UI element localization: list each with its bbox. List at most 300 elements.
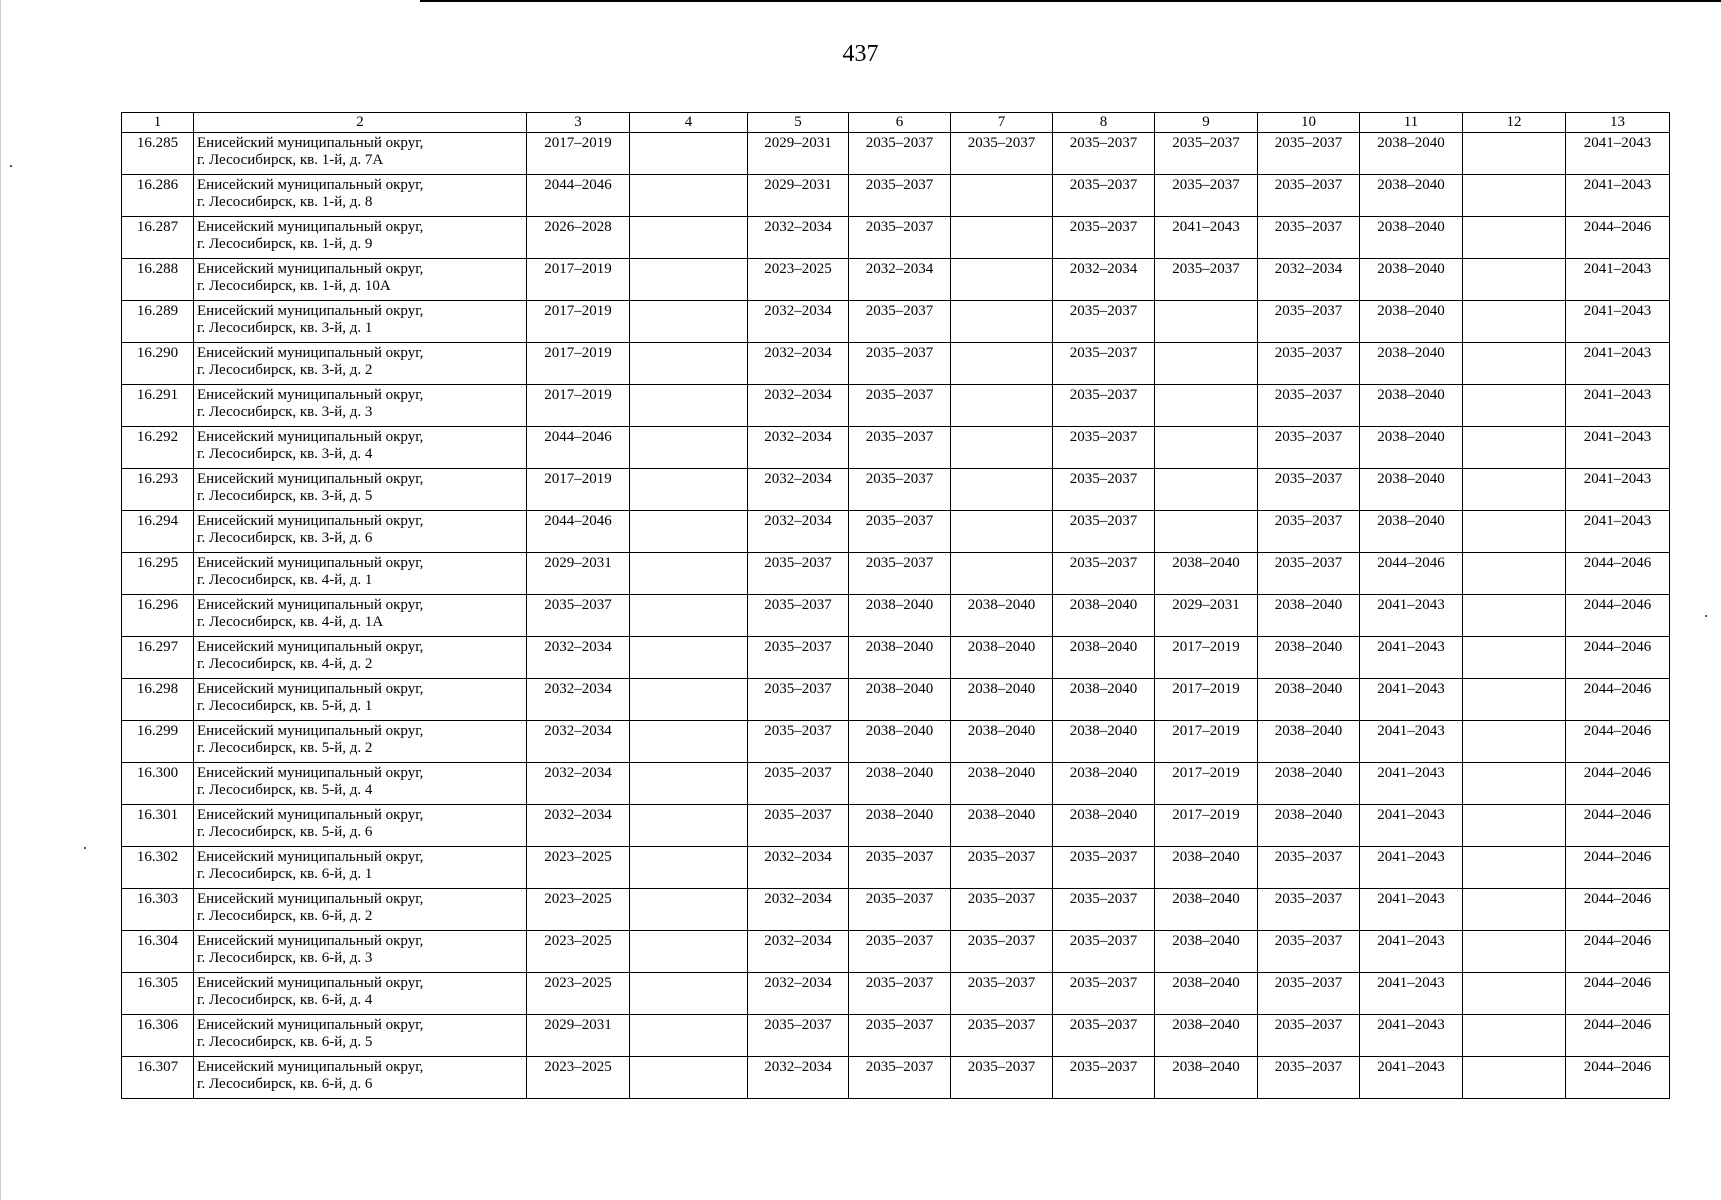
period-cell: 2035–2037 — [1053, 1015, 1155, 1057]
period-cell: 2035–2037 — [1053, 553, 1155, 595]
period-cell: 2017–2019 — [527, 385, 630, 427]
column-header: 12 — [1463, 113, 1566, 133]
period-cell: 2035–2037 — [951, 1015, 1053, 1057]
address-cell — [194, 553, 527, 595]
address-cell — [194, 931, 527, 973]
period-cell: 2038–2040 — [1258, 805, 1360, 847]
period-cell: 2035–2037 — [1155, 259, 1258, 301]
row-number-cell: 16.299 — [122, 721, 194, 763]
address-cell — [194, 637, 527, 679]
table-row — [122, 469, 1670, 511]
period-cell: 2017–2019 — [1155, 721, 1258, 763]
table-row — [122, 175, 1670, 217]
row-number-cell: 16.288 — [122, 259, 194, 301]
address-line-street: г. Лесосибирск, кв. 3-й, д. 5 — [197, 488, 373, 504]
period-cell: 2035–2037 — [951, 1057, 1053, 1099]
period-cell: 2029–2031 — [748, 133, 849, 175]
table-row — [122, 427, 1670, 469]
period-cell: 2035–2037 — [748, 721, 849, 763]
period-cell: 2032–2034 — [527, 763, 630, 805]
address-line-district: Енисейский муниципальный округ, — [197, 933, 424, 949]
address-line-district: Енисейский муниципальный округ, — [197, 303, 424, 319]
address-line-street: г. Лесосибирск, кв. 6-й, д. 6 — [197, 1076, 373, 1092]
period-cell: 2035–2037 — [951, 973, 1053, 1015]
period-cell: 2035–2037 — [1258, 343, 1360, 385]
address-cell — [194, 805, 527, 847]
period-cell: 2035–2037 — [1258, 1015, 1360, 1057]
period-cell — [630, 133, 748, 175]
period-cell: 2035–2037 — [1258, 889, 1360, 931]
period-cell: 2041–2043 — [1360, 847, 1463, 889]
period-cell — [1463, 175, 1566, 217]
row-number-cell: 16.285 — [122, 133, 194, 175]
period-cell — [1463, 1057, 1566, 1099]
period-cell: 2038–2040 — [1360, 175, 1463, 217]
period-cell — [1155, 511, 1258, 553]
period-cell: 2038–2040 — [1258, 679, 1360, 721]
table-row — [122, 1057, 1670, 1099]
period-cell: 2032–2034 — [748, 469, 849, 511]
period-cell: 2038–2040 — [1258, 721, 1360, 763]
period-cell — [630, 427, 748, 469]
period-cell: 2038–2040 — [1053, 679, 1155, 721]
row-number-cell: 16.307 — [122, 1057, 194, 1099]
address-cell — [194, 763, 527, 805]
address-line-district: Енисейский муниципальный округ, — [197, 135, 424, 151]
period-cell: 2041–2043 — [1566, 301, 1670, 343]
period-cell: 2035–2037 — [849, 847, 951, 889]
table-row — [122, 343, 1670, 385]
address-line-street: г. Лесосибирск, кв. 4-й, д. 2 — [197, 656, 373, 672]
period-cell — [630, 721, 748, 763]
address-line-district: Енисейский муниципальный округ, — [197, 177, 424, 193]
address-cell — [194, 679, 527, 721]
period-cell: 2035–2037 — [849, 427, 951, 469]
period-cell: 2023–2025 — [527, 931, 630, 973]
period-cell: 2038–2040 — [1155, 931, 1258, 973]
period-cell: 2038–2040 — [1360, 133, 1463, 175]
address-cell — [194, 343, 527, 385]
period-cell: 2041–2043 — [1566, 133, 1670, 175]
address-line-district: Енисейский муниципальный округ, — [197, 681, 424, 697]
address-line-district: Енисейский муниципальный округ, — [197, 807, 424, 823]
period-cell — [1463, 427, 1566, 469]
period-cell: 2017–2019 — [1155, 679, 1258, 721]
period-cell: 2035–2037 — [951, 889, 1053, 931]
period-cell — [1463, 511, 1566, 553]
table-row — [122, 217, 1670, 259]
period-cell — [1155, 343, 1258, 385]
period-cell — [1463, 553, 1566, 595]
period-cell: 2032–2034 — [748, 385, 849, 427]
address-line-street: г. Лесосибирск, кв. 6-й, д. 4 — [197, 992, 373, 1008]
period-cell: 2044–2046 — [1566, 847, 1670, 889]
period-cell — [630, 301, 748, 343]
row-number-cell: 16.300 — [122, 763, 194, 805]
period-cell: 2035–2037 — [849, 889, 951, 931]
period-cell: 2038–2040 — [951, 679, 1053, 721]
period-cell: 2035–2037 — [1053, 973, 1155, 1015]
period-cell: 2035–2037 — [1053, 217, 1155, 259]
period-cell: 2035–2037 — [1258, 973, 1360, 1015]
period-cell: 2038–2040 — [1155, 1015, 1258, 1057]
table-row — [122, 1015, 1670, 1057]
period-cell: 2041–2043 — [1155, 217, 1258, 259]
table-row — [122, 259, 1670, 301]
period-cell: 2035–2037 — [849, 175, 951, 217]
table-row — [122, 889, 1670, 931]
address-line-district: Енисейский муниципальный округ, — [197, 219, 424, 235]
period-cell: 2035–2037 — [849, 931, 951, 973]
period-cell: 2038–2040 — [1053, 637, 1155, 679]
period-cell: 2035–2037 — [1053, 847, 1155, 889]
column-header: 3 — [527, 113, 630, 133]
row-number-cell: 16.304 — [122, 931, 194, 973]
period-cell: 2041–2043 — [1360, 1015, 1463, 1057]
period-cell — [1463, 259, 1566, 301]
column-header: 4 — [630, 113, 748, 133]
address-line-district: Енисейский муниципальный округ, — [197, 975, 424, 991]
period-cell — [1155, 385, 1258, 427]
period-cell — [630, 1015, 748, 1057]
period-cell: 2032–2034 — [748, 1057, 849, 1099]
period-cell: 2035–2037 — [748, 637, 849, 679]
period-cell: 2017–2019 — [527, 343, 630, 385]
table-body — [122, 133, 1670, 1099]
period-cell: 2038–2040 — [849, 805, 951, 847]
period-cell: 2038–2040 — [1053, 595, 1155, 637]
period-cell: 2038–2040 — [951, 721, 1053, 763]
period-cell: 2032–2034 — [748, 511, 849, 553]
period-cell — [951, 511, 1053, 553]
period-cell: 2035–2037 — [951, 133, 1053, 175]
column-header: 6 — [849, 113, 951, 133]
period-cell — [951, 175, 1053, 217]
period-cell: 2032–2034 — [527, 721, 630, 763]
period-cell: 2035–2037 — [748, 595, 849, 637]
period-cell: 2041–2043 — [1566, 469, 1670, 511]
period-cell: 2038–2040 — [1155, 889, 1258, 931]
period-cell: 2032–2034 — [527, 805, 630, 847]
period-cell: 2035–2037 — [1053, 343, 1155, 385]
period-cell: 2035–2037 — [1053, 385, 1155, 427]
column-header: 9 — [1155, 113, 1258, 133]
period-cell — [1463, 847, 1566, 889]
address-line-street: г. Лесосибирск, кв. 3-й, д. 6 — [197, 530, 373, 546]
period-cell — [630, 931, 748, 973]
period-cell: 2035–2037 — [1258, 511, 1360, 553]
period-cell: 2041–2043 — [1360, 931, 1463, 973]
period-cell: 2038–2040 — [1053, 805, 1155, 847]
top-rule — [420, 0, 1721, 2]
row-number-cell: 16.306 — [122, 1015, 194, 1057]
period-cell: 2041–2043 — [1566, 343, 1670, 385]
address-line-district: Енисейский муниципальный округ, — [197, 1059, 424, 1075]
period-cell: 2035–2037 — [1258, 217, 1360, 259]
address-line-street: г. Лесосибирск, кв. 5-й, д. 1 — [197, 698, 373, 714]
row-number-cell: 16.301 — [122, 805, 194, 847]
period-cell: 2044–2046 — [1566, 679, 1670, 721]
period-cell: 2035–2037 — [849, 553, 951, 595]
period-cell: 2038–2040 — [1360, 385, 1463, 427]
address-cell — [194, 259, 527, 301]
period-cell: 2038–2040 — [951, 763, 1053, 805]
address-line-district: Енисейский муниципальный округ, — [197, 429, 424, 445]
period-cell: 2044–2046 — [1566, 931, 1670, 973]
period-cell: 2032–2034 — [748, 973, 849, 1015]
period-cell: 2035–2037 — [1258, 1057, 1360, 1099]
period-cell: 2044–2046 — [1566, 889, 1670, 931]
period-cell: 2038–2040 — [1155, 1057, 1258, 1099]
row-number-cell: 16.298 — [122, 679, 194, 721]
period-cell: 2035–2037 — [1258, 301, 1360, 343]
column-header: 10 — [1258, 113, 1360, 133]
address-line-street: г. Лесосибирск, кв. 3-й, д. 4 — [197, 446, 373, 462]
period-cell: 2032–2034 — [748, 931, 849, 973]
table-row — [122, 931, 1670, 973]
period-cell: 2017–2019 — [1155, 805, 1258, 847]
period-cell: 2035–2037 — [951, 931, 1053, 973]
table-row — [122, 301, 1670, 343]
row-number-cell: 16.294 — [122, 511, 194, 553]
table-row — [122, 847, 1670, 889]
period-cell: 2032–2034 — [748, 427, 849, 469]
table-row — [122, 511, 1670, 553]
page-left-edge — [0, 0, 1, 1200]
period-cell: 2035–2037 — [1053, 469, 1155, 511]
period-cell: 2038–2040 — [1360, 301, 1463, 343]
address-line-street: г. Лесосибирск, кв. 5-й, д. 6 — [197, 824, 373, 840]
period-cell: 2044–2046 — [1566, 1015, 1670, 1057]
period-cell: 2044–2046 — [1566, 721, 1670, 763]
period-cell: 2032–2034 — [1258, 259, 1360, 301]
period-cell: 2035–2037 — [1258, 427, 1360, 469]
period-cell — [1463, 763, 1566, 805]
period-cell: 2023–2025 — [748, 259, 849, 301]
period-cell: 2029–2031 — [1155, 595, 1258, 637]
period-cell — [1463, 889, 1566, 931]
address-cell — [194, 301, 527, 343]
table-row — [122, 553, 1670, 595]
period-cell — [951, 553, 1053, 595]
period-cell: 2035–2037 — [849, 133, 951, 175]
period-cell — [1463, 469, 1566, 511]
row-number-cell: 16.290 — [122, 343, 194, 385]
column-header: 1 — [122, 113, 194, 133]
period-cell: 2038–2040 — [951, 805, 1053, 847]
period-cell: 2044–2046 — [1360, 553, 1463, 595]
period-cell: 2044–2046 — [1566, 763, 1670, 805]
period-cell: 2041–2043 — [1360, 595, 1463, 637]
period-cell — [630, 385, 748, 427]
period-cell: 2035–2037 — [1155, 175, 1258, 217]
address-line-district: Енисейский муниципальный округ, — [197, 513, 424, 529]
period-cell: 2035–2037 — [1258, 133, 1360, 175]
period-cell: 2023–2025 — [527, 1057, 630, 1099]
period-cell — [630, 847, 748, 889]
address-line-district: Енисейский муниципальный округ, — [197, 387, 424, 403]
period-cell — [1463, 595, 1566, 637]
row-number-cell: 16.297 — [122, 637, 194, 679]
period-cell — [1155, 301, 1258, 343]
period-cell: 2035–2037 — [1053, 175, 1155, 217]
period-cell: 2041–2043 — [1360, 721, 1463, 763]
period-cell: 2041–2043 — [1566, 511, 1670, 553]
address-line-district: Енисейский муниципальный округ, — [197, 597, 424, 613]
period-cell: 2041–2043 — [1360, 889, 1463, 931]
table-row — [122, 973, 1670, 1015]
period-cell — [1463, 1015, 1566, 1057]
period-cell — [1155, 427, 1258, 469]
address-cell — [194, 175, 527, 217]
period-cell: 2038–2040 — [1258, 637, 1360, 679]
period-cell: 2035–2037 — [849, 469, 951, 511]
period-cell: 2035–2037 — [1258, 553, 1360, 595]
scan-speck — [10, 165, 12, 167]
table-row — [122, 133, 1670, 175]
period-cell: 2044–2046 — [527, 427, 630, 469]
period-cell — [630, 343, 748, 385]
period-cell: 2035–2037 — [1053, 1057, 1155, 1099]
period-cell: 2035–2037 — [1053, 889, 1155, 931]
table-row — [122, 721, 1670, 763]
period-cell — [630, 511, 748, 553]
period-cell: 2035–2037 — [849, 217, 951, 259]
period-cell — [1463, 217, 1566, 259]
address-cell — [194, 889, 527, 931]
period-cell — [630, 679, 748, 721]
row-number-cell: 16.296 — [122, 595, 194, 637]
column-header: 7 — [951, 113, 1053, 133]
row-number-cell: 16.303 — [122, 889, 194, 931]
address-line-street: г. Лесосибирск, кв. 4-й, д. 1 — [197, 572, 373, 588]
period-cell: 2035–2037 — [951, 847, 1053, 889]
address-line-street: г. Лесосибирск, кв. 1-й, д. 8 — [197, 194, 373, 210]
period-cell: 2035–2037 — [1053, 427, 1155, 469]
period-cell: 2038–2040 — [849, 637, 951, 679]
address-cell — [194, 1057, 527, 1099]
period-cell: 2023–2025 — [527, 889, 630, 931]
period-cell: 2017–2019 — [527, 259, 630, 301]
period-cell — [951, 427, 1053, 469]
address-line-district: Енисейский муниципальный округ, — [197, 555, 424, 571]
period-cell — [630, 175, 748, 217]
period-cell — [630, 595, 748, 637]
column-header: 11 — [1360, 113, 1463, 133]
period-cell: 2017–2019 — [527, 301, 630, 343]
period-cell — [1463, 973, 1566, 1015]
period-cell: 2041–2043 — [1566, 385, 1670, 427]
period-cell — [630, 637, 748, 679]
period-cell: 2017–2019 — [527, 469, 630, 511]
address-line-street: г. Лесосибирск, кв. 1-й, д. 7А — [197, 152, 384, 168]
period-cell: 2032–2034 — [748, 301, 849, 343]
period-cell: 2017–2019 — [527, 133, 630, 175]
period-cell: 2044–2046 — [1566, 973, 1670, 1015]
period-cell: 2035–2037 — [1053, 301, 1155, 343]
period-cell: 2038–2040 — [951, 595, 1053, 637]
address-cell — [194, 427, 527, 469]
period-cell: 2038–2040 — [1258, 763, 1360, 805]
period-cell: 2032–2034 — [849, 259, 951, 301]
address-line-district: Енисейский муниципальный округ, — [197, 849, 424, 865]
address-line-street: г. Лесосибирск, кв. 1-й, д. 9 — [197, 236, 373, 252]
column-header: 5 — [748, 113, 849, 133]
address-line-district: Енисейский муниципальный округ, — [197, 471, 424, 487]
period-cell: 2032–2034 — [748, 217, 849, 259]
row-number-cell: 16.291 — [122, 385, 194, 427]
period-cell — [1463, 343, 1566, 385]
period-cell: 2038–2040 — [1155, 973, 1258, 1015]
period-cell: 2035–2037 — [1053, 133, 1155, 175]
period-cell: 2032–2034 — [527, 679, 630, 721]
address-cell — [194, 847, 527, 889]
period-cell — [630, 217, 748, 259]
table-row — [122, 805, 1670, 847]
address-line-street: г. Лесосибирск, кв. 6-й, д. 2 — [197, 908, 373, 924]
period-cell: 2038–2040 — [849, 679, 951, 721]
period-cell — [951, 385, 1053, 427]
address-line-street: г. Лесосибирск, кв. 3-й, д. 2 — [197, 362, 373, 378]
period-cell — [630, 889, 748, 931]
period-cell: 2038–2040 — [1258, 595, 1360, 637]
period-cell: 2044–2046 — [1566, 805, 1670, 847]
address-line-district: Енисейский муниципальный округ, — [197, 1017, 424, 1033]
period-cell: 2035–2037 — [849, 511, 951, 553]
period-cell — [1463, 133, 1566, 175]
period-cell — [951, 469, 1053, 511]
period-cell: 2035–2037 — [849, 301, 951, 343]
address-cell — [194, 385, 527, 427]
period-cell: 2038–2040 — [1360, 469, 1463, 511]
period-cell: 2038–2040 — [1053, 763, 1155, 805]
period-cell: 2035–2037 — [748, 553, 849, 595]
period-cell — [951, 259, 1053, 301]
row-number-cell: 16.286 — [122, 175, 194, 217]
period-cell: 2035–2037 — [849, 385, 951, 427]
address-line-street: г. Лесосибирск, кв. 5-й, д. 4 — [197, 782, 373, 798]
period-cell: 2038–2040 — [951, 637, 1053, 679]
period-cell: 2041–2043 — [1360, 805, 1463, 847]
address-line-street: г. Лесосибирск, кв. 4-й, д. 1А — [197, 614, 384, 630]
period-cell: 2044–2046 — [1566, 217, 1670, 259]
row-number-cell: 16.295 — [122, 553, 194, 595]
period-cell: 2044–2046 — [1566, 595, 1670, 637]
schedule-table — [121, 112, 1670, 1099]
period-cell — [951, 217, 1053, 259]
period-cell: 2038–2040 — [1360, 259, 1463, 301]
period-cell: 2035–2037 — [849, 1057, 951, 1099]
period-cell — [1463, 679, 1566, 721]
period-cell: 2041–2043 — [1360, 973, 1463, 1015]
scan-speck — [1705, 615, 1707, 617]
period-cell: 2041–2043 — [1360, 1057, 1463, 1099]
period-cell: 2035–2037 — [1258, 469, 1360, 511]
period-cell — [630, 973, 748, 1015]
period-cell: 2035–2037 — [748, 805, 849, 847]
period-cell: 2029–2031 — [527, 1015, 630, 1057]
period-cell: 2038–2040 — [1155, 847, 1258, 889]
period-cell: 2041–2043 — [1566, 427, 1670, 469]
table-row — [122, 763, 1670, 805]
scan-speck — [84, 847, 86, 849]
period-cell: 2035–2037 — [748, 763, 849, 805]
address-cell — [194, 1015, 527, 1057]
period-cell: 2026–2028 — [527, 217, 630, 259]
period-cell — [1463, 931, 1566, 973]
period-cell: 2032–2034 — [527, 637, 630, 679]
address-line-district: Енисейский муниципальный округ, — [197, 345, 424, 361]
